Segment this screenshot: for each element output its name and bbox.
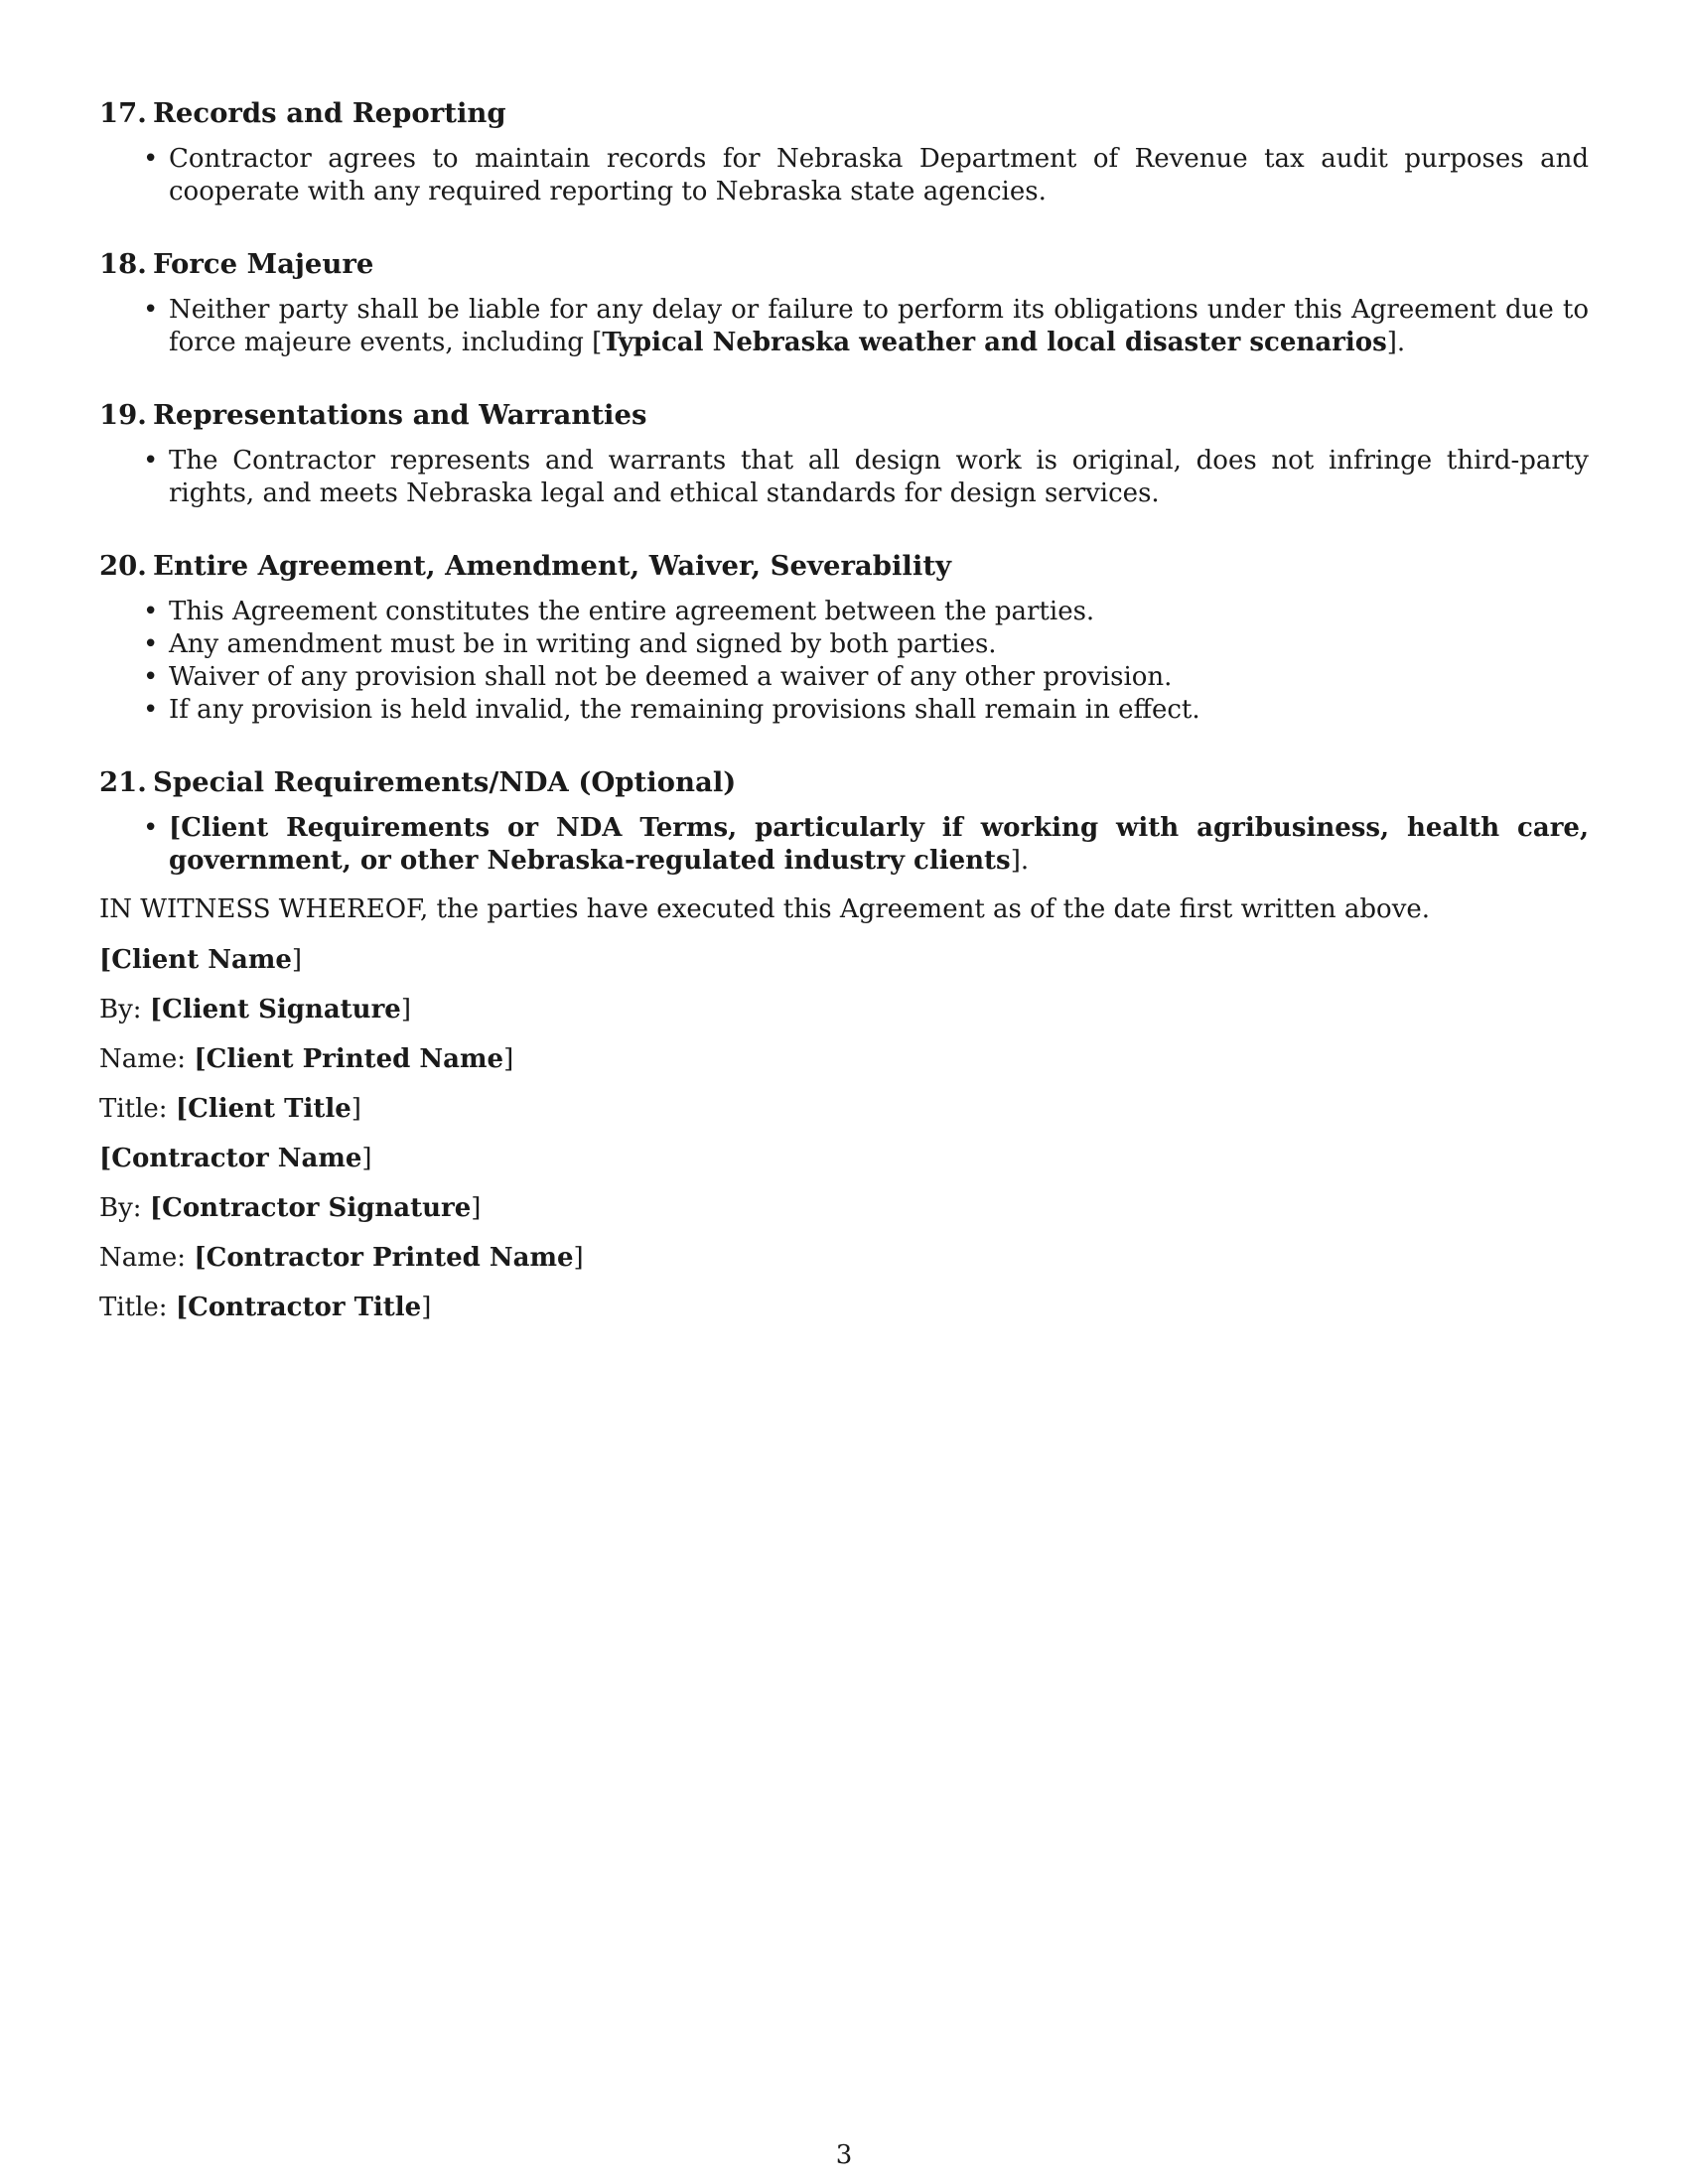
sig-bracket: ]: [400, 995, 411, 1024]
bullet-icon: •: [143, 629, 159, 659]
section-heading: [99, 246, 1589, 282]
sig-placeholder: [Client Signature: [149, 995, 401, 1024]
document-page: [99, 95, 1589, 1341]
bullet-icon: •: [143, 695, 159, 725]
section-title: Representations and Warranties: [153, 399, 647, 431]
contractor-printed-name-line: [99, 1242, 1589, 1275]
section-title: Records and Reporting: [153, 97, 506, 129]
section-heading: [99, 95, 1589, 131]
bullet-icon: •: [143, 813, 159, 843]
sig-bracket: ]: [351, 1094, 361, 1124]
bullet-list: [99, 294, 1589, 359]
section-number: 19.: [99, 399, 147, 431]
list-item: [143, 294, 1589, 359]
signature-block: [99, 944, 1589, 1324]
bullet-list: [99, 445, 1589, 510]
placeholder-text: [Client Requirements or NDA Terms, particularly if working with agribusiness, health care, government, or other Nebraska-regulated industry clients: [169, 813, 1589, 876]
sig-placeholder: [Client Name: [99, 945, 292, 975]
sig-placeholder: [Contractor Name: [99, 1144, 362, 1173]
item-text: Contractor agrees to maintain records for Nebraska Department of Revenue tax audit purposes and cooperate with any required reporting to Nebraska state agencies.: [169, 144, 1589, 206]
contractor-signature-line: [99, 1192, 1589, 1225]
section-number: 18.: [99, 248, 147, 280]
section-18: [99, 246, 1589, 359]
list-item: [143, 445, 1589, 510]
sig-bracket: ]: [361, 1144, 372, 1173]
section-number: 17.: [99, 97, 147, 129]
item-text: Any amendment must be in writing and signed by both parties.: [169, 629, 997, 659]
section-19: [99, 397, 1589, 510]
section-title: Entire Agreement, Amendment, Waiver, Severability: [153, 550, 951, 582]
sig-label: Name:: [99, 1044, 195, 1074]
bullet-list: [99, 143, 1589, 208]
contractor-title-line: [99, 1292, 1589, 1324]
sig-label: Title:: [99, 1094, 176, 1124]
item-text-end: ].: [1386, 328, 1406, 357]
sig-label: Name:: [99, 1243, 195, 1273]
sig-bracket: ]: [471, 1193, 482, 1223]
contractor-name-line: [99, 1143, 1589, 1175]
witness-clause: IN WITNESS WHEREOF, the parties have executed this Agreement as of the date first written above.: [99, 894, 1431, 924]
list-item: [143, 628, 1589, 661]
item-text: This Agreement constitutes the entire agreement between the parties.: [169, 597, 1095, 626]
item-text-end: ].: [1010, 846, 1030, 876]
list-item: [143, 694, 1589, 727]
bullet-icon: •: [143, 144, 159, 174]
sig-placeholder: [Contractor Signature: [149, 1193, 472, 1223]
sig-bracket: ]: [573, 1243, 584, 1273]
bullet-icon: •: [143, 662, 159, 692]
list-item: [143, 812, 1589, 878]
sig-label: Title:: [99, 1293, 176, 1322]
list-item: [143, 661, 1589, 694]
sig-placeholder: [Contractor Printed Name: [194, 1243, 574, 1273]
client-title-line: [99, 1093, 1589, 1126]
page-number: 3: [835, 2140, 853, 2170]
sig-bracket: ]: [291, 945, 303, 975]
client-signature-line: [99, 994, 1589, 1026]
section-title: Force Majeure: [153, 248, 374, 280]
sig-bracket: ]: [503, 1044, 514, 1074]
bullet-list: [99, 596, 1589, 727]
sig-bracket: ]: [421, 1293, 432, 1322]
bullet-icon: •: [143, 597, 159, 626]
item-text: If any provision is held invalid, the remaining provisions shall remain in effect.: [169, 695, 1200, 725]
section-21: [99, 764, 1589, 878]
sig-label: By:: [99, 1193, 150, 1223]
sig-label: By:: [99, 995, 150, 1024]
sig-placeholder: [Contractor Title: [175, 1293, 422, 1322]
sig-placeholder: [Client Printed Name: [194, 1044, 504, 1074]
list-item: [143, 143, 1589, 208]
section-20: [99, 548, 1589, 727]
section-number: 20.: [99, 550, 147, 582]
section-title: Special Requirements/NDA (Optional): [153, 766, 737, 798]
client-name-line: [99, 944, 1589, 977]
placeholder-text: Typical Nebraska weather and local disaster scenarios: [602, 328, 1387, 357]
section-heading: [99, 397, 1589, 433]
section-number: 21.: [99, 766, 147, 798]
bullet-icon: •: [143, 446, 159, 476]
bullet-list: [99, 812, 1589, 878]
bullet-icon: •: [143, 295, 159, 325]
item-text: The Contractor represents and warrants that all design work is original, does not infringe third-party rights, and meets Nebraska legal and ethical standards for design services.: [169, 446, 1589, 508]
list-item: [143, 596, 1589, 628]
item-text: Waiver of any provision shall not be deemed a waiver of any other provision.: [169, 662, 1173, 692]
sig-placeholder: [Client Title: [175, 1094, 352, 1124]
section-heading: [99, 548, 1589, 584]
section-heading: [99, 764, 1589, 800]
item-text: Neither party shall be liable for any delay or failure to perform its obligations under this Agreement due to force majeure events, including [: [169, 295, 1589, 357]
section-17: [99, 95, 1589, 208]
client-printed-name-line: [99, 1043, 1589, 1076]
